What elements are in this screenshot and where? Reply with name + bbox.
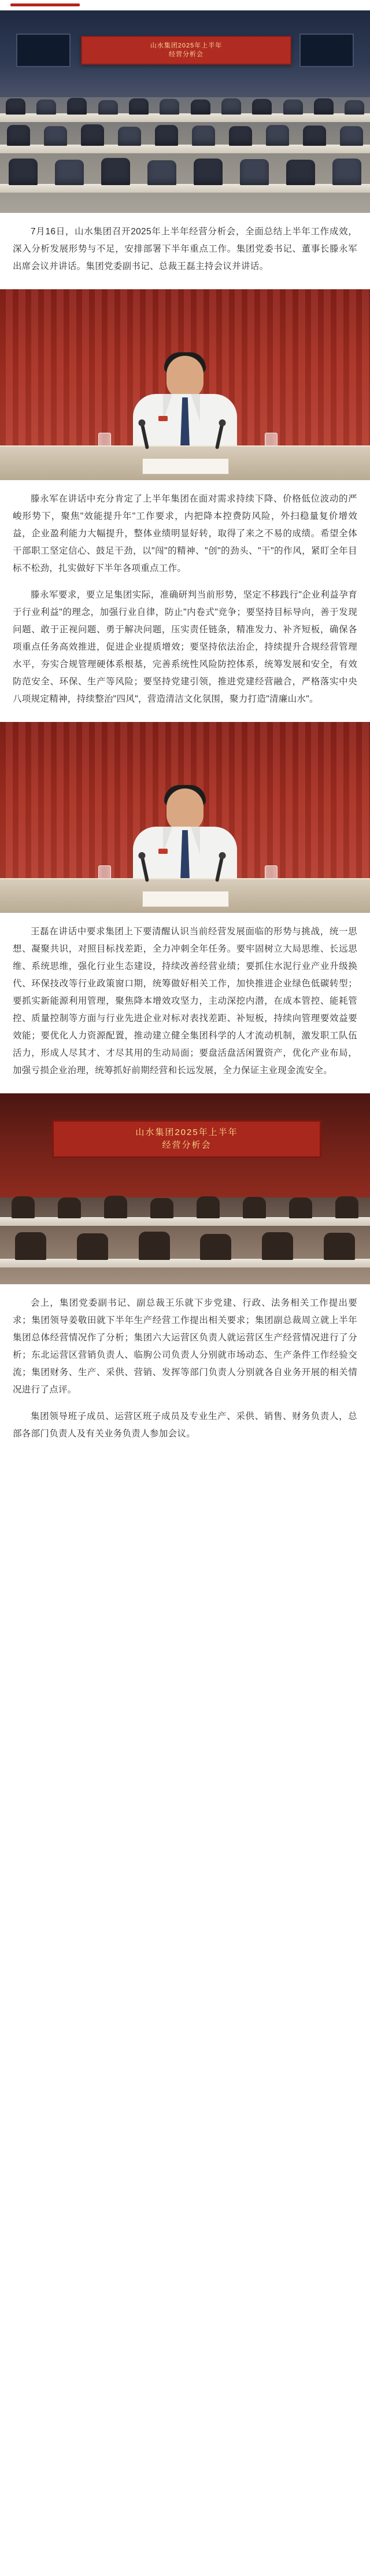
hall-attendee-row-2 <box>0 1231 370 1260</box>
hall-photo <box>0 1093 370 1284</box>
attendee-row-1 <box>0 97 370 115</box>
speaker-head-1 <box>166 356 204 399</box>
hall-banner <box>52 1120 321 1158</box>
conference-table-3 <box>0 184 370 193</box>
paragraph-4: 王磊在讲话中要求集团上下要清醒认识当前经营发展面临的形势与挑战，统一思想、凝聚共识，对照目标找差距，全力冲刺全年任务。要牢固树立大局思维、长远思维、系统思维，强化行业生态建设，持续改善经营业绩；要抓住水泥行业产业升级换代、环保技改等行业政策窗口期，统筹做好相关工作，加快推进企业绿色低碳转型；要抓实新能源利用管理，聚焦降本增效攻坚力，主动深挖内潜，在成本管控、能耗管控、质量控制等方面与行业先进企业对标对表找差距、补短板，持续向管理要效益要效能；要优化人力资源配置，推动建立健全集团科学的人才流动机制，激发职工队伍活力，形成人尽其才、才尽其用的生动局面；要盘活盘活闲置资产，优化产业布局，加强亏损企业治理，统筹抓好前期经营和长远发展，全力保证主业现金流安全。 <box>13 927 357 1075</box>
speaker-collar-right-1 <box>191 394 200 422</box>
speaker-photo-1 <box>0 289 370 480</box>
paragraph-1: 7月16日，山水集团召开2025年上半年经营分析会，全面总结上半年工作成效，深入分析发展形势与不足，安排部署下半年重点工作。集团党委书记、董事长滕永军出席会议并讲话。集团党委副书记、总裁王磊主持会议并讲话。 <box>13 227 357 271</box>
speaker-collar-right-2 <box>191 827 200 854</box>
projector-screen-right <box>299 34 354 67</box>
top-accent-bar <box>0 0 370 10</box>
conference-table-2 <box>0 145 370 153</box>
hall-table-1 <box>0 1217 370 1226</box>
meeting-banner <box>81 36 291 65</box>
paragraph-6: 集团领导班子成员、运营区班子成员及专业生产、采供、销售、财务负责人，总部各部门负责人及有关业务负责人参加会议。 <box>13 1412 357 1439</box>
article-section-1 <box>0 213 370 289</box>
name-plate-1 <box>142 458 229 474</box>
conference-table-1 <box>0 113 370 122</box>
hall-table-2 <box>0 1259 370 1267</box>
conference-room-photo <box>0 10 370 213</box>
projector-screen-left <box>16 34 71 67</box>
speaker-badge-1 <box>158 416 168 421</box>
hall-attendee-row-1 <box>0 1195 370 1218</box>
article-section-4 <box>0 1284 370 1457</box>
article-section-3 <box>0 913 370 1093</box>
attendee-row-2 <box>0 124 370 146</box>
paragraph-3: 滕永军要求，要立足集团实际，准确研判当前形势，坚定不移践行"企业利益孕育于行业利益"的理念，加强行业自律，防止"内卷式"竞争；要坚持目标导向，善于发现问题、敢于正视问题、勇于解决问题，压实责任链条，精准发力、补齐短板，确保各项重点任务高效推进，促进企业提质增效；要坚持依法治企，持续提升合规经营管理水平，夯实合规管理硬体系根基，完善系统性风险防控体系，统筹发展和安全，有效防范安全、环保、生产等风险；要坚持党建引领，推进党建经营融合，严格落实中央八项规定精神，持续整治"四风"，营造清洁文化氛围，聚力打造"清廉山水"。 <box>13 590 357 704</box>
paragraph-2: 滕永军在讲话中充分肯定了上半年集团在面对需求持续下降、价格低位波动的严峻形势下，聚焦"效能提升年"工作要求，内把降本控费防风险，外扫稳量复价增效益，企业盈利能力大幅提升，整体业绩明显好转，取得了来之不易的成绩。希望全体干部职工坚定信心、鼓足干劲，以"闯"的精神、"创"的劲头、"干"的作风，紧盯全年目标不松劲，扎实做好下半年各项重点工作。 <box>13 494 357 573</box>
paragraph-5: 会上，集团党委副书记、副总裁王乐就下步党建、行政、法务相关工作提出要求；集团领导姜敬田就下半年生产经营工作提出相关要求；集团副总裁周立就上半年集团总体经营情况作了分析；集团六大运营区负责人就运营区生产经营情况进行了分析；东北运营区营销负责人、临朐公司负责人分别就市场动态、生产条件工作经验交流；集团财务、生产、采供、营销、发挥等部门负责人分别就各自业务开展的相关情况进行了点评。 <box>13 1298 357 1395</box>
article-section-2 <box>0 480 370 722</box>
speaker-badge-2 <box>158 849 168 854</box>
attendee-row-3 <box>0 157 370 185</box>
footer-spacer <box>0 1457 370 1471</box>
meeting-banner-line1: 山水集团2025年上半年 <box>150 42 223 49</box>
name-plate-2 <box>142 891 229 907</box>
speaker-photo-2 <box>0 722 370 913</box>
hall-banner-line1: 山水集团2025年上半年 <box>135 1127 238 1137</box>
meeting-banner-line2: 经营分析会 <box>169 51 204 58</box>
speaker-head-2 <box>166 788 204 831</box>
hall-banner-line2: 经营分析会 <box>162 1140 212 1150</box>
